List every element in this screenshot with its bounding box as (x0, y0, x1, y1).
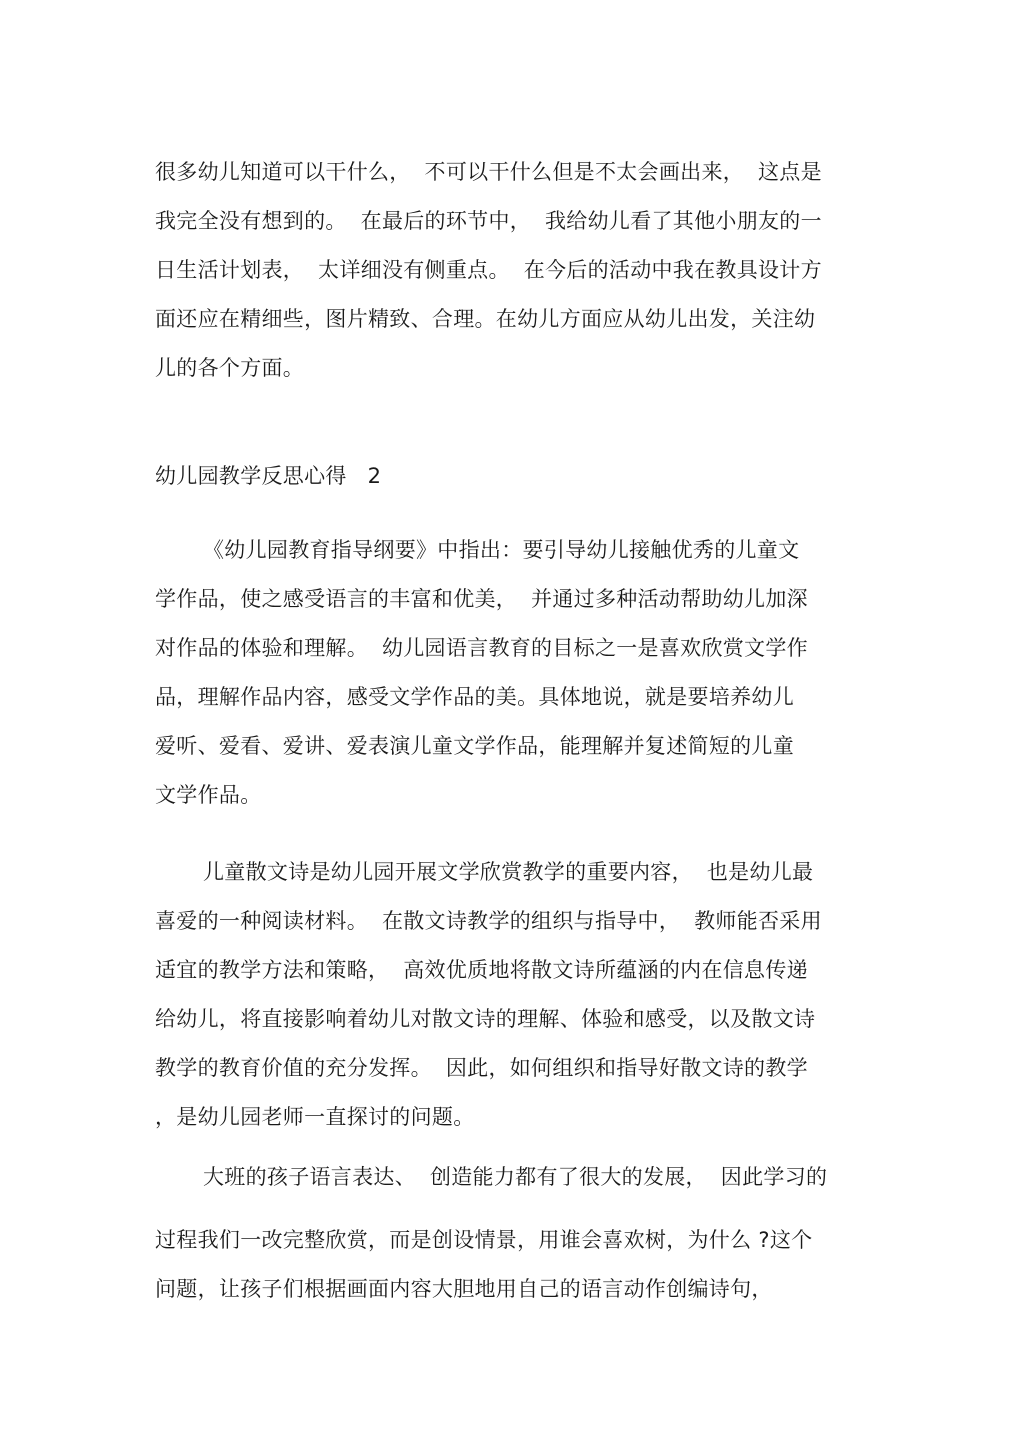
paragraph-line: 品，理解作品内容，感受文学作品的美。具体地说，就是要培养幼儿 (155, 685, 794, 709)
paragraph-line: 问题，让孩子们根据画面内容大胆地用自己的语言动作创编诗句， (155, 1277, 773, 1301)
paragraph-line: 很多幼儿知道可以干什么， 不可以干什么但是不太会画出来， 这点是 (155, 160, 822, 184)
paragraph-line: 爱听、爱看、爱讲、爱表演儿童文学作品，能理解并复述简短的儿童 (155, 734, 794, 758)
paragraph-line: 文学作品。 (155, 783, 262, 807)
paragraph-line: 日生活计划表， 太详细没有侧重点。 在今后的活动中我在教具设计方 (155, 258, 822, 282)
paragraph-line: 《幼儿园教育指导纲要》中指出：要引导幼儿接触优秀的儿童文 (203, 538, 800, 562)
paragraph-line: 学作品，使之感受语言的丰富和优美， 并通过多种活动帮助幼儿加深 (155, 587, 808, 611)
paragraph-line: 儿的各个方面。 (155, 356, 305, 380)
paragraph-line: 对作品的体验和理解。 幼儿园语言教育的目标之一是喜欢欣赏文学作 (155, 636, 808, 660)
paragraph-line: 过程我们一改完整欣赏，而是创设情景，用谁会喜欢树，为什么 ?这个 (155, 1228, 813, 1252)
paragraph-line: 大班的孩子语言表达、 创造能力都有了很大的发展， 因此学习的 (203, 1165, 828, 1189)
paragraph-line: 我完全没有想到的。 在最后的环节中， 我给幼儿看了其他小朋友的一 (155, 209, 822, 233)
paragraph-line: 喜爱的一种阅读材料。 在散文诗教学的组织与指导中， 教师能否采用 (155, 909, 822, 933)
paragraph-line: 教学的教育价值的充分发挥。 因此，如何组织和指导好散文诗的教学 (155, 1056, 808, 1080)
paragraph-line: 给幼儿，将直接影响着幼儿对散文诗的理解、体验和感受，以及散文诗 (155, 1007, 816, 1031)
section-heading: 幼儿园教学反思心得 2 (155, 464, 382, 488)
paragraph-line: 儿童散文诗是幼儿园开展文学欣赏教学的重要内容， 也是幼儿最 (203, 860, 814, 884)
paragraph-line: 适宜的教学方法和策略， 高效优质地将散文诗所蕴涵的内在信息传递 (155, 958, 808, 982)
paragraph-line: ，是幼儿园老师一直探讨的问题。 (155, 1105, 475, 1129)
paragraph-line: 面还应在精细些，图片精致、合理。在幼儿方面应从幼儿出发，关注幼 (155, 307, 816, 331)
